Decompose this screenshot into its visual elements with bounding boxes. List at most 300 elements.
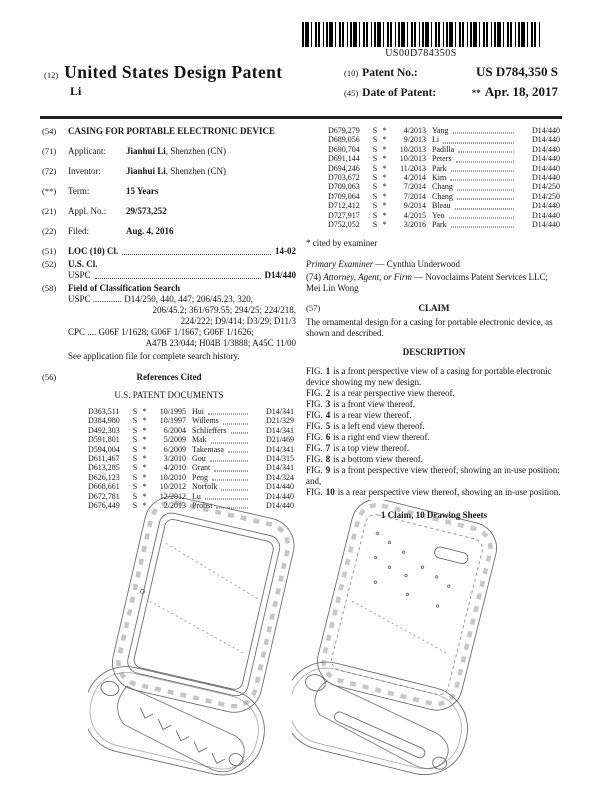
us-patent-documents-heading: U.S. PATENT DOCUMENTS	[114, 390, 224, 400]
figure-front-perspective	[88, 491, 303, 799]
inventor-value	[126, 166, 296, 177]
filed-value: Aug. 4, 2016	[126, 226, 174, 236]
reference-row	[328, 135, 560, 144]
ref-patent-number: D709,064	[328, 191, 360, 201]
figure-description-line	[306, 454, 562, 465]
fig-text: is a rear perspective view thereof, showing an in-use position.	[337, 487, 561, 498]
dot-leader	[208, 414, 248, 415]
references-cited-title: References Cited	[136, 372, 202, 382]
attorney-line	[306, 272, 562, 294]
field-of-search	[42, 283, 296, 349]
fig-text: is a right end view thereof.	[333, 432, 430, 443]
ref-inventor-name: Gou	[192, 454, 206, 464]
patent-date: Apr. 18, 2017	[484, 84, 558, 99]
ref-kind-code: S	[372, 210, 378, 220]
ref-patent-number: D613,285	[88, 463, 120, 473]
field-number: (51)	[42, 246, 57, 256]
ref-examiner-star: *	[142, 501, 147, 511]
ref-date: 7/2014	[403, 182, 426, 192]
ref-examiner-star: *	[142, 444, 147, 454]
fig-number: 5	[325, 421, 331, 432]
ref-inventor-name: Park	[432, 163, 447, 173]
ref-class: D14/250	[532, 191, 560, 201]
field-number: (72)	[42, 166, 57, 176]
fig-prefix: FIG.	[306, 399, 323, 410]
field-inventor	[42, 166, 296, 177]
ref-class: D14/440	[266, 491, 294, 501]
ref-date: 3/2016	[403, 220, 426, 230]
ref-inventor-name: Kim	[432, 173, 447, 183]
patent-no-label: Patent No.:	[362, 67, 418, 79]
ref-patent-number: D591,801	[88, 435, 120, 445]
fig-text: is a bottom view thereof.	[333, 454, 423, 465]
dot-leader	[457, 199, 514, 200]
reference-row	[328, 192, 560, 201]
ref-kind-code: S	[132, 407, 138, 416]
field-loc-class	[42, 246, 296, 257]
ref-inventor-name: Chang	[432, 182, 453, 192]
ref-examiner-star: *	[382, 220, 387, 230]
ref-examiner-star: *	[142, 491, 147, 501]
ref-examiner-star: *	[382, 210, 387, 220]
fig-number: 9	[325, 465, 331, 476]
ref-class: D14/440	[532, 210, 560, 220]
claims-drawing-sheets-note: 1 Claim, 10 Drawing Sheets	[380, 510, 488, 521]
references-cited-heading	[42, 372, 296, 383]
ref-patent-number: D752,052	[328, 220, 360, 230]
ref-kind-code: S	[372, 135, 378, 145]
ref-inventor-name: Chang	[432, 191, 453, 201]
ref-kind-code: S	[132, 463, 138, 473]
ref-kind-code: S	[372, 144, 378, 154]
ref-class: D21/329	[266, 416, 294, 426]
ref-class: D14/341	[266, 407, 294, 416]
uspc-search-line3: 224/222; D9/414; D3/29; D11/3	[180, 316, 296, 326]
ref-inventor-name: Yang	[432, 126, 449, 135]
cpc-search-line2: A47B 23/044; H04B 1/3888; A45C 11/00	[145, 338, 296, 348]
ref-date: 10/2013	[399, 154, 426, 164]
fig-prefix: FIG.	[306, 465, 323, 476]
dot-leader	[214, 470, 248, 471]
ref-date: 10/1995	[159, 407, 186, 416]
field-number: (22)	[42, 226, 57, 236]
ref-patent-number: D689,056	[328, 135, 360, 145]
ref-inventor-name: Schlieffers	[192, 425, 227, 435]
ref-patent-number: D384,980	[88, 416, 120, 426]
field-number: (**)	[42, 186, 57, 196]
ref-examiner-star: *	[142, 407, 147, 416]
barcode-block	[300, 22, 542, 59]
ref-date: 4/2015	[403, 210, 426, 220]
patent-number: US D784,350 S	[476, 64, 558, 79]
ref-inventor-name: Peng	[192, 472, 208, 482]
ref-patent-number: D626,123	[88, 472, 120, 482]
reference-row	[88, 435, 294, 444]
ref-kind-code: S	[132, 454, 138, 464]
fig-number: 6	[325, 432, 331, 443]
ref-class: D14/440	[532, 220, 560, 230]
reference-row	[328, 126, 560, 135]
us-class-block	[68, 259, 296, 281]
ref-class: D14/440	[532, 154, 560, 164]
dot-leader	[95, 278, 261, 279]
reference-row	[88, 426, 294, 435]
primary-examiner-name: Cynthia Underwood	[386, 259, 460, 270]
drawing-sheet	[0, 492, 600, 800]
ref-kind-code: S	[372, 154, 378, 164]
ref-date: 3/2010	[163, 454, 186, 464]
ref-date: 10/1997	[159, 416, 186, 426]
fig-prefix: FIG.	[306, 454, 323, 465]
ref-date: 4/2013	[403, 126, 426, 135]
reference-row	[328, 173, 560, 182]
inventor-surname: Li	[70, 84, 82, 98]
ref-inventor-name: Park	[432, 220, 447, 230]
ref-patent-number: D709,063	[328, 182, 360, 192]
dot-leader	[210, 461, 248, 462]
ref-class: D14/315	[266, 454, 294, 464]
ref-examiner-star: *	[142, 435, 147, 445]
field-number: (56)	[42, 372, 57, 382]
ref-inventor-name: Yeo	[432, 210, 445, 220]
figure-description-line	[306, 366, 562, 388]
field-applicant	[42, 146, 296, 157]
ref-patent-number: D363,511	[88, 407, 120, 416]
field-term	[42, 186, 296, 197]
term-extension-stars: **	[471, 88, 481, 98]
description-heading: DESCRIPTION	[402, 347, 466, 358]
dot-leader	[443, 142, 514, 143]
fig-number: 4	[325, 410, 331, 421]
dot-leader	[451, 227, 514, 228]
ref-examiner-star: *	[142, 425, 147, 435]
uspc-label: USPC	[68, 270, 91, 280]
attorney-label: Attorney, Agent, or Firm	[323, 272, 412, 283]
ref-class: D14/250	[532, 182, 560, 192]
uspc-search-line1: USPC ............. D14/250, 440, 447; 206/45.23, 320,	[68, 294, 254, 304]
fig-number: 8	[325, 454, 331, 465]
field-title	[42, 126, 296, 137]
ref-date: 10/2010	[159, 472, 186, 482]
figure-description-line	[306, 388, 562, 399]
ref-inventor-name: Norfolk	[192, 482, 218, 492]
field-number: (57)	[306, 303, 321, 314]
ref-kind-code: S	[132, 472, 138, 482]
appl-no-value: 29/573,252	[126, 206, 167, 216]
dash: —	[375, 259, 385, 270]
ref-patent-number: D690,704	[328, 144, 360, 154]
primary-examiner-label: Primary Examiner	[306, 259, 374, 270]
ref-kind-code: S	[372, 201, 378, 211]
ref-inventor-name: Bleau	[432, 201, 451, 211]
fig-text: is a left end view thereof.	[333, 421, 425, 432]
fig-text: is a rear perspective view thereof.	[333, 388, 455, 399]
dot-leader	[221, 489, 248, 490]
ref-kind-code: S	[132, 491, 138, 501]
fig-text: is a top view thereof.	[333, 443, 409, 454]
ref-kind-code: S	[372, 126, 378, 135]
ref-date: 10/2012	[159, 482, 186, 492]
reference-row	[88, 416, 294, 425]
ref-class: D14/341	[266, 463, 294, 473]
ref-inventor-name: Hui	[192, 407, 204, 416]
barcode-text: US00D784350S	[385, 48, 457, 59]
fig-prefix: FIG.	[306, 388, 323, 399]
ref-kind-code: S	[372, 182, 378, 192]
inventor-rest: , Shenzhen (CN)	[165, 166, 227, 176]
term-label: Term:	[68, 186, 90, 196]
ref-examiner-star: *	[382, 163, 387, 173]
document-title: United States Design Patent	[64, 62, 283, 82]
term-value: 15 Years	[126, 186, 159, 196]
dot-leader	[122, 254, 271, 255]
claim-text: The ornamental design for a casing for portable electronic device, as shown and described.	[306, 317, 553, 339]
attorney-name: Novoclaims Patent Services LLC; Mei Lin Wong	[306, 272, 549, 294]
reference-row	[328, 201, 560, 210]
ref-patent-number: D691,144	[328, 154, 360, 164]
ref-date: 6/2009	[163, 444, 186, 454]
uspc-search-line2: 206/45.2; 361/679.55; 294/25; 224/218,	[152, 305, 296, 315]
figure-descriptions	[306, 366, 562, 498]
ref-date: 10/2013	[399, 144, 426, 154]
ref-class: D14/341	[266, 444, 294, 454]
date-label: Date of Patent:	[362, 87, 437, 99]
ref-patent-number: D611,467	[88, 454, 120, 464]
reference-row	[328, 182, 560, 191]
ref-examiner-star: *	[142, 472, 147, 482]
fig-prefix: FIG.	[306, 432, 323, 443]
field-number: (21)	[42, 206, 57, 216]
reference-row	[328, 154, 560, 163]
field-number: (71)	[42, 146, 57, 156]
reference-row	[328, 164, 560, 173]
ref-examiner-star: *	[382, 191, 387, 201]
fig-text: is a front view thereof.	[333, 399, 415, 410]
ref-inventor-name: Takemasa	[192, 444, 224, 454]
ref-class: D14/440	[532, 126, 560, 135]
ref-patent-number: D679,279	[328, 126, 360, 135]
loc-value: 14-02	[275, 246, 296, 256]
ref-examiner-star: *	[142, 416, 147, 426]
reference-row	[88, 482, 294, 491]
ref-class: D21/469	[266, 435, 294, 445]
fig-prefix: FIG.	[306, 443, 323, 454]
dot-leader	[450, 180, 514, 181]
ref-examiner-star: *	[382, 154, 387, 164]
fig-prefix: FIG.	[306, 410, 323, 421]
dash: —	[414, 272, 424, 283]
ref-class: D14/440	[532, 144, 560, 154]
ref-class: D14/440	[532, 173, 560, 183]
ref-class: D14/440	[266, 501, 294, 511]
ref-inventor-name: Probst	[192, 501, 213, 511]
applicant-name: Jianhui Li	[126, 146, 166, 156]
ref-date: 5/2009	[163, 435, 186, 445]
us-class-label: U.S. Cl.	[68, 259, 98, 269]
claim-heading	[306, 303, 562, 314]
field-number: (58)	[42, 283, 57, 293]
ref-kind-code: S	[132, 425, 138, 435]
dot-leader	[453, 133, 514, 134]
ref-date: 6/2004	[163, 425, 186, 435]
fig-number: 3	[325, 399, 331, 410]
figure-description-line	[306, 432, 562, 443]
dot-leader	[456, 161, 514, 162]
fig-prefix: FIG.	[306, 421, 323, 432]
applicant-value	[126, 146, 296, 157]
ref-class: D14/440	[532, 201, 560, 211]
ref-examiner-star: *	[382, 201, 387, 211]
reference-row	[88, 407, 294, 416]
fig-number: 1	[325, 366, 331, 377]
ref-inventor-name: Grant	[192, 463, 211, 473]
figure-description-line	[306, 465, 562, 487]
ref-kind-code: S	[372, 163, 378, 173]
ref-examiner-star: *	[142, 454, 147, 464]
reference-row	[88, 445, 294, 454]
ref-patent-number: D727,917	[328, 210, 360, 220]
figure-rear-perspective	[292, 500, 497, 790]
reference-row	[328, 145, 560, 154]
figure-description-line	[306, 410, 562, 421]
filed-label: Filed:	[68, 226, 90, 236]
ref-date: 4/2014	[403, 173, 426, 183]
fig-prefix: FIG.	[306, 487, 323, 498]
field-us-class	[42, 259, 296, 281]
field-number: (74)	[306, 272, 321, 283]
header-divider	[40, 116, 562, 119]
ref-kind-code: S	[372, 220, 378, 230]
primary-examiner-line	[306, 259, 562, 270]
inventor-label: Inventor:	[68, 166, 101, 176]
inventor-name: Jianhui Li	[126, 166, 166, 176]
reference-table-right	[328, 126, 560, 229]
ref-class: D14/440	[532, 135, 560, 145]
ref-kind-code: S	[132, 482, 138, 492]
ref-kind-code: S	[132, 435, 138, 445]
patent-no-field-number: (10)	[344, 68, 359, 78]
ref-examiner-star: *	[382, 135, 387, 145]
ref-kind-code: S	[372, 191, 378, 201]
cpc-search-line1: CPC .... G06F 1/1628; G06F 1/1667; G06F 1/1626;	[68, 327, 254, 337]
field-filed	[42, 226, 296, 237]
kind-code-number: (12)	[44, 70, 59, 80]
header-right	[344, 64, 558, 104]
fig-text: is a rear view thereof.	[333, 410, 412, 421]
field-number: (52)	[42, 259, 57, 269]
ref-kind-code: S	[132, 416, 138, 426]
date-field-number: (45)	[344, 88, 359, 98]
fig-prefix: FIG.	[306, 366, 323, 377]
ref-date: 7/2014	[403, 191, 426, 201]
invention-title: CASING FOR PORTABLE ELECTRONIC DEVICE	[68, 126, 276, 136]
search-history-note: See application file for complete search history.	[68, 351, 240, 361]
ref-examiner-star: *	[382, 144, 387, 154]
ref-inventor-name: Peters	[432, 154, 452, 164]
reference-row	[88, 463, 294, 472]
ref-kind-code: S	[132, 444, 138, 454]
loc-label: LOC (10) Cl.	[68, 246, 119, 256]
dot-leader	[455, 208, 514, 209]
dot-leader	[223, 423, 248, 424]
applicant-label: Applicant:	[68, 146, 106, 156]
ref-kind-code: S	[132, 501, 138, 511]
ref-patent-number: D676,449	[88, 501, 120, 511]
ref-class: D14/341	[266, 425, 294, 435]
field-of-search-label: Field of Classification Search	[68, 283, 181, 293]
reference-row	[328, 211, 560, 220]
ref-class: D14/324	[266, 472, 294, 482]
fig-text: is a front perspective view of a casing for portable electronic device showing my new design.	[306, 366, 552, 388]
figure-description-line	[306, 399, 562, 410]
ref-examiner-star: *	[142, 463, 147, 473]
ref-date: 4/2010	[163, 463, 186, 473]
field-number: (54)	[42, 126, 57, 136]
fig-number: 7	[325, 443, 331, 454]
dot-leader	[228, 452, 248, 453]
ref-kind-code: S	[372, 173, 378, 183]
loc-line	[68, 246, 296, 257]
dot-leader	[458, 152, 514, 153]
ref-inventor-name: Mak	[192, 435, 207, 445]
applicant-rest: , Shenzhen (CN)	[165, 146, 227, 156]
fig-number: 2	[325, 388, 331, 399]
ref-class: D14/440	[532, 163, 560, 173]
ref-date: 11/2013	[400, 163, 426, 173]
ref-examiner-star: *	[382, 182, 387, 192]
header-left	[44, 62, 344, 99]
reference-row	[88, 473, 294, 482]
ref-patent-number: D694,246	[328, 163, 360, 173]
appl-no-label: Appl. No.:	[68, 206, 107, 216]
right-column	[306, 126, 562, 521]
uspc-value: D14/440	[264, 270, 296, 280]
ref-patent-number: D594,004	[88, 444, 120, 454]
ref-date: 2/2013	[163, 501, 186, 511]
ref-date: 9/2013	[403, 135, 426, 145]
ref-patent-number: D668,661	[88, 482, 120, 492]
ref-examiner-star: *	[382, 173, 387, 183]
ref-date: 9/2014	[403, 201, 426, 211]
field-of-search-block	[68, 283, 296, 349]
ref-patent-number: D712,412	[328, 201, 360, 211]
barcode-image	[302, 22, 540, 47]
figure-description-line	[306, 443, 562, 454]
ref-class: D14/440	[266, 482, 294, 492]
fig-text: is a front perspective view thereof, showing an in-use position; and,	[306, 465, 560, 487]
ref-examiner-star: *	[382, 126, 387, 135]
ref-date: 12/2012	[159, 491, 186, 501]
dot-leader	[211, 442, 248, 443]
reference-row	[88, 454, 294, 463]
reference-row	[328, 220, 560, 229]
uspc-line	[68, 270, 296, 281]
ref-examiner-star: *	[142, 482, 147, 492]
ref-patent-number: D703,672	[328, 173, 360, 183]
figure-description-line	[306, 421, 562, 432]
left-column	[42, 126, 296, 510]
field-appl-no	[42, 206, 296, 217]
dot-leader	[212, 480, 248, 481]
ref-patent-number: D672,781	[88, 491, 120, 501]
ref-inventor-name: Willems	[192, 416, 219, 426]
ref-inventor-name: Lu	[192, 491, 201, 501]
ref-patent-number: D492,303	[88, 425, 120, 435]
dot-leader	[451, 171, 514, 172]
dot-leader	[231, 433, 248, 434]
dot-leader	[449, 218, 514, 219]
ref-inventor-name: Padilla	[432, 144, 455, 154]
